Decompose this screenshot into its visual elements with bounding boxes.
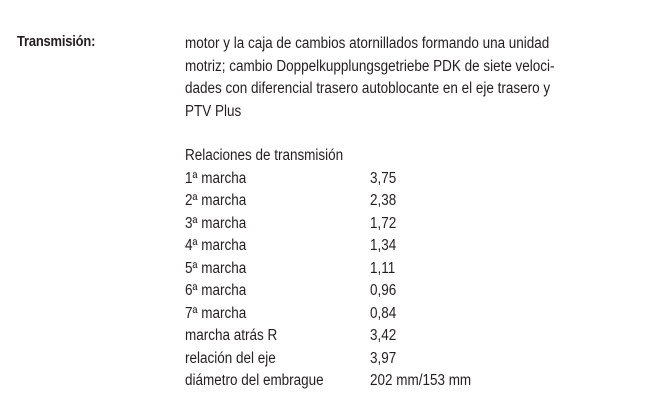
ratio-value: 202 mm/153 mm xyxy=(370,372,472,389)
ratio-row xyxy=(185,370,655,393)
ratio-name: 3ª marcha xyxy=(185,214,247,232)
gear-ratios-heading: Relaciones de transmisión xyxy=(185,147,344,164)
ratio-row xyxy=(185,190,655,213)
ratio-name: 2ª marcha xyxy=(185,192,247,209)
ratio-name: 5ª marcha xyxy=(185,259,247,277)
spec-content xyxy=(185,33,655,393)
ratio-row xyxy=(185,235,655,258)
ratio-value: 3,75 xyxy=(370,169,397,187)
ratio-value: 0,84 xyxy=(370,304,397,322)
ratio-name: 7ª marcha xyxy=(185,304,247,322)
ratio-name: 1ª marcha xyxy=(185,169,247,187)
ratio-row xyxy=(185,168,655,191)
ratio-value: 3,97 xyxy=(370,349,397,367)
ratio-name: diámetro del embrague xyxy=(185,372,324,389)
ratio-name: 4ª marcha xyxy=(185,237,247,254)
description-block xyxy=(185,33,655,123)
ratio-value: 1,72 xyxy=(370,214,397,232)
ratio-row xyxy=(185,325,655,348)
ratio-name: 6ª marcha xyxy=(185,282,247,299)
description-line: PTV Plus xyxy=(185,102,242,120)
description-line: motriz; cambio Doppelkupplungsgetriebe PDK de siete veloci- xyxy=(185,57,555,75)
ratio-name: marcha atrás R xyxy=(185,327,278,344)
ratio-value: 1,34 xyxy=(370,237,397,254)
ratio-value: 0,96 xyxy=(370,282,397,299)
ratio-row xyxy=(185,213,655,236)
ratio-name: relación del eje xyxy=(185,349,276,367)
ratio-row xyxy=(185,280,655,303)
ratio-row xyxy=(185,303,655,326)
ratio-row xyxy=(185,258,655,281)
ratio-value: 3,42 xyxy=(370,327,397,344)
gear-ratios-table xyxy=(185,145,655,393)
description-line: motor y la caja de cambios atornillados formando una unidad xyxy=(185,35,550,52)
description-line: dades con diferencial trasero autoblocante en el eje trasero y xyxy=(185,80,551,97)
section-label: Transmisión: xyxy=(17,33,96,50)
ratio-value: 2,38 xyxy=(370,192,397,209)
ratio-value: 1,11 xyxy=(370,259,396,277)
ratio-row xyxy=(185,348,655,371)
